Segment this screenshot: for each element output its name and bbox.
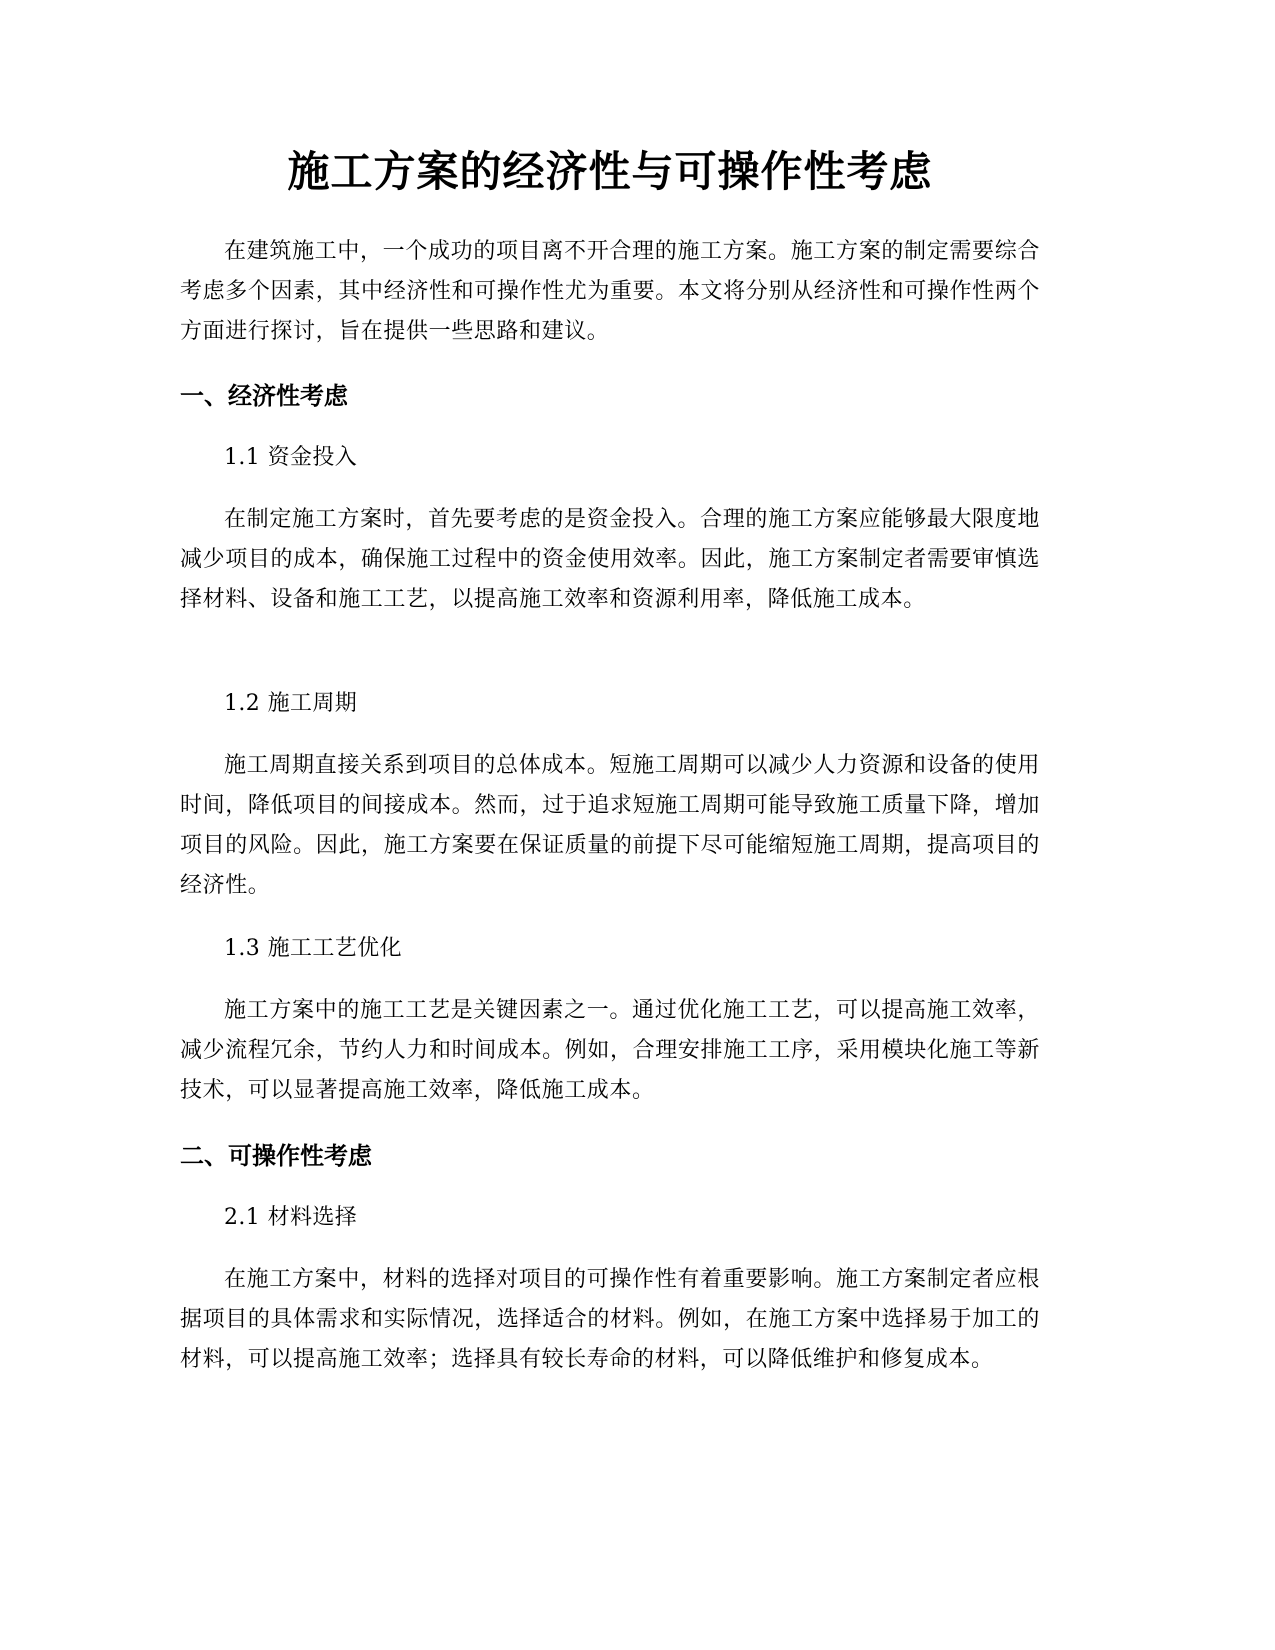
subsection-heading-process: 1.3 施工工艺优化 bbox=[224, 936, 402, 961]
subsection-heading-schedule: 1.2 施工周期 bbox=[224, 691, 358, 716]
document-title: 施工方案的经济性与可操作性考虑 bbox=[287, 147, 933, 196]
section-heading-economy: 一、经济性考虑 bbox=[180, 382, 348, 410]
intro-paragraph: 在建筑施工中，一个成功的项目离不开合理的施工方案。施工方案的制定需要综合考虑多个因素，其中经济性和可操作性尤为重要。本文将分别从经济性和可操作性两个方面进行探讨，旨在提供一些思路和建议。 bbox=[180, 239, 1040, 344]
subsection-body-schedule: 施工周期直接关系到项目的总体成本。短施工周期可以减少人力资源和设备的使用时间，降低项目的间接成本。然而，过于追求短施工周期可能导致施工质量下降，增加项目的风险。因此，施工方案要在保证质量的前提下尽可能缩短施工周期，提高项目的经济性。 bbox=[180, 753, 1040, 898]
subsection-body-funding: 在制定施工方案时，首先要考虑的是资金投入。合理的施工方案应能够最大限度地减少项目的成本，确保施工过程中的资金使用效率。因此，施工方案制定者需要审慎选择材料、设备和施工工艺，以提高施工效率和资源利用率，降低施工成本。 bbox=[180, 507, 1040, 612]
subsection-body-materials: 在施工方案中，材料的选择对项目的可操作性有着重要影响。施工方案制定者应根据项目的具体需求和实际情况，选择适合的材料。例如，在施工方案中选择易于加工的材料，可以提高施工效率；选择具有较长寿命的材料，可以降低维护和修复成本。 bbox=[180, 1267, 1040, 1372]
section-heading-operability: 二、可操作性考虑 bbox=[180, 1142, 372, 1170]
subsection-heading-funding: 1.1 资金投入 bbox=[224, 445, 358, 470]
subsection-body-process: 施工方案中的施工工艺是关键因素之一。通过优化施工工艺，可以提高施工效率，减少流程冗余，节约人力和时间成本。例如，合理安排施工工序，采用模块化施工等新技术，可以显著提高施工效率，降低施工成本。 bbox=[180, 998, 1040, 1103]
subsection-heading-materials: 2.1 材料选择 bbox=[224, 1205, 358, 1230]
